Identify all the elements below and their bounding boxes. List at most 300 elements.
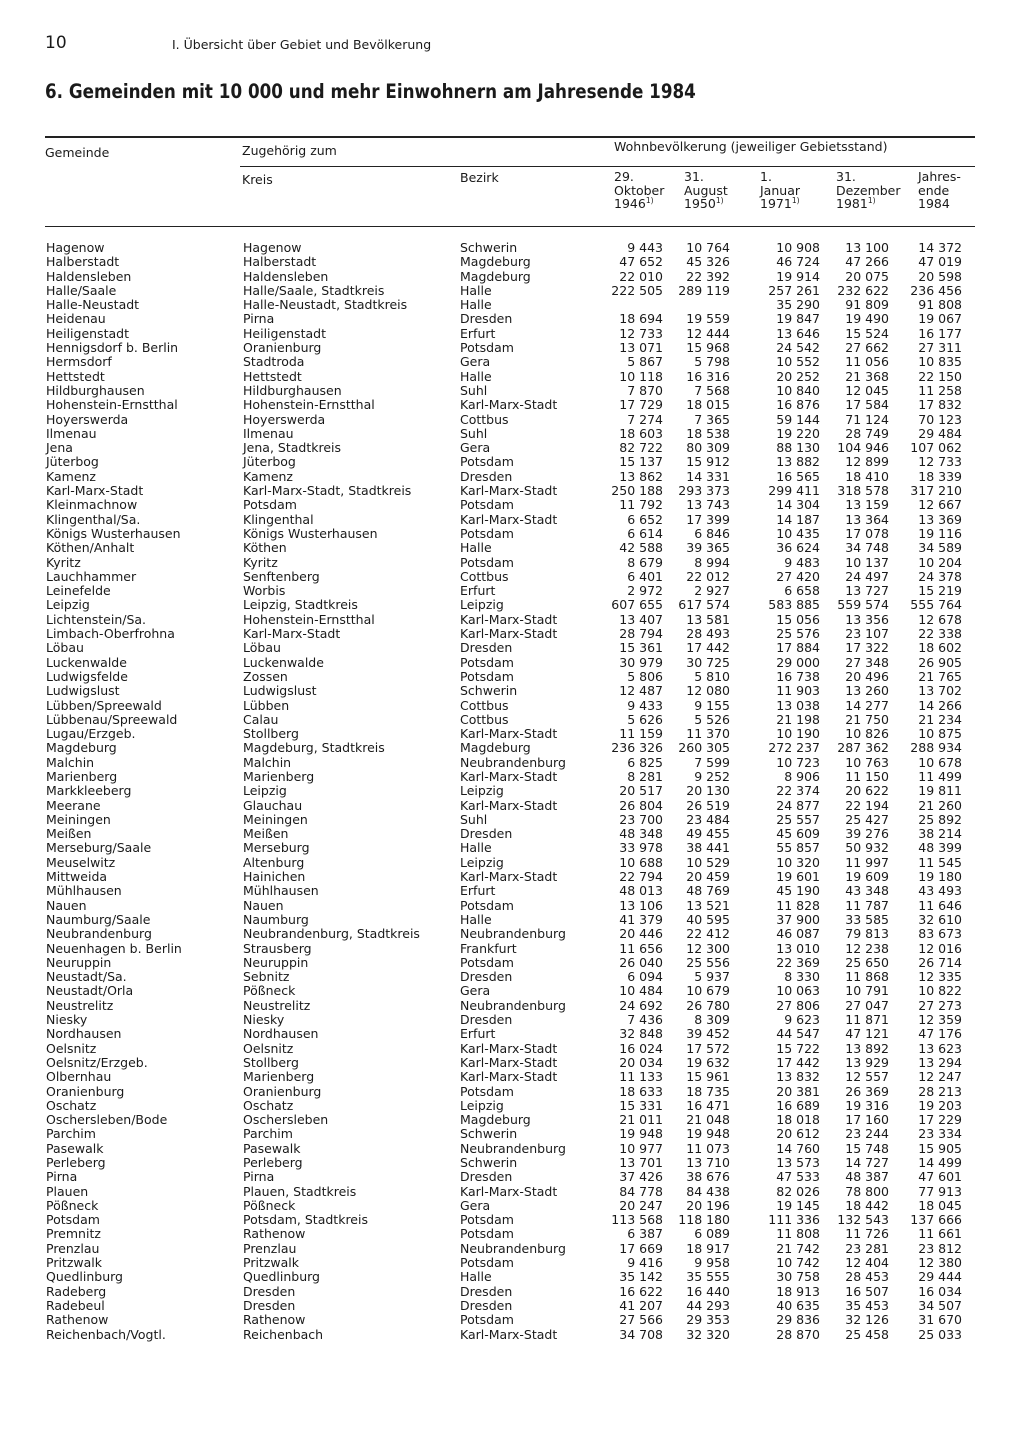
cell-1981: 27 047 xyxy=(845,997,889,1013)
cell-1984: 47 176 xyxy=(918,1026,962,1042)
cell-1950: 13 743 xyxy=(686,497,730,513)
cell-bezirk: Magdeburg xyxy=(460,254,531,270)
cell-bezirk: Leipzig xyxy=(460,597,504,613)
cell-1946: 8 281 xyxy=(627,768,663,784)
cell-1950: 44 293 xyxy=(686,1297,730,1313)
cell-bezirk: Cottbus xyxy=(460,697,509,713)
table-row xyxy=(0,813,1024,827)
cell-1946: 6 825 xyxy=(627,754,663,770)
cell-1984: 19 180 xyxy=(918,869,962,885)
table-row xyxy=(0,984,1024,998)
cell-1946: 33 978 xyxy=(619,840,663,856)
cell-bezirk: Potsdam xyxy=(460,954,514,970)
table-row xyxy=(0,1313,1024,1327)
cell-kreis: Strausberg xyxy=(243,940,312,956)
table-row xyxy=(0,513,1024,527)
cell-1981: 22 194 xyxy=(845,797,889,813)
cell-1984: 83 673 xyxy=(918,926,962,942)
rule-head-bottom xyxy=(45,226,975,227)
table-row xyxy=(0,384,1024,398)
table-row xyxy=(0,727,1024,741)
cell-1946: 26 040 xyxy=(619,954,663,970)
cell-1984: 29 484 xyxy=(918,425,962,441)
cell-1984: 25 892 xyxy=(918,811,962,827)
cell-1971: 9 623 xyxy=(784,1012,820,1028)
cell-1981: 20 075 xyxy=(845,268,889,284)
cell-gemeinde: Kleinmachnow xyxy=(46,497,138,513)
cell-1946: 84 778 xyxy=(619,1183,663,1199)
cell-1950: 20 459 xyxy=(686,869,730,885)
cell-gemeinde: Oelsnitz xyxy=(46,1040,97,1056)
cell-bezirk: Karl-Marx-Stadt xyxy=(460,1183,558,1199)
cell-1971: 25 557 xyxy=(776,811,820,827)
table-row xyxy=(0,741,1024,755)
table-row xyxy=(0,841,1024,855)
cell-bezirk: Schwerin xyxy=(460,240,518,255)
cell-1984: 17 832 xyxy=(918,397,962,413)
cell-bezirk: Dresden xyxy=(460,468,513,484)
cell-1981: 11 056 xyxy=(845,354,889,370)
cell-bezirk: Schwerin xyxy=(460,1155,518,1170)
cell-kreis: Perleberg xyxy=(243,1155,303,1170)
table-row xyxy=(0,756,1024,770)
cell-kreis: Mühlhausen xyxy=(243,883,319,899)
cell-1946: 9 443 xyxy=(627,240,663,255)
cell-1971: 14 304 xyxy=(776,497,820,513)
cell-1981: 132 543 xyxy=(837,1212,889,1228)
cell-1981: 17 160 xyxy=(845,1112,889,1128)
cell-1946: 47 652 xyxy=(619,254,663,270)
cell-1984: 12 678 xyxy=(918,611,962,627)
cell-gemeinde: Oranienburg xyxy=(46,1083,125,1099)
cell-gemeinde: Prenzlau xyxy=(46,1240,100,1256)
table-row xyxy=(0,341,1024,355)
cell-1946: 26 804 xyxy=(619,797,663,813)
cell-1984: 11 499 xyxy=(918,768,962,784)
cell-gemeinde: Neustadt/Orla xyxy=(46,983,134,999)
cell-bezirk: Potsdam xyxy=(460,554,514,570)
cell-1946: 20 446 xyxy=(619,926,663,942)
table-row xyxy=(0,1285,1024,1299)
cell-gemeinde: Plauen xyxy=(46,1183,89,1199)
cell-1981: 10 826 xyxy=(845,726,889,742)
cell-1981: 12 238 xyxy=(845,940,889,956)
cell-bezirk: Karl-Marx-Stadt xyxy=(460,726,558,742)
cell-1981: 32 126 xyxy=(845,1312,889,1328)
cell-1981: 25 650 xyxy=(845,954,889,970)
cell-gemeinde: Neustadt/Sa. xyxy=(46,969,127,985)
cell-1950: 19 632 xyxy=(686,1054,730,1070)
cell-1984: 29 444 xyxy=(918,1269,962,1285)
cell-kreis: Oranienburg xyxy=(243,1083,322,1099)
cell-1984: 91 808 xyxy=(918,297,962,313)
cell-kreis: Parchim xyxy=(243,1126,293,1142)
cell-bezirk: Neubrandenburg xyxy=(460,1240,566,1256)
table-row xyxy=(0,312,1024,326)
cell-1971: 82 026 xyxy=(776,1183,820,1199)
cell-1946: 15 361 xyxy=(619,640,663,656)
cell-1950: 17 442 xyxy=(686,640,730,656)
table-row xyxy=(0,1056,1024,1070)
cell-gemeinde: Radebeul xyxy=(46,1297,105,1313)
cell-1981: 17 078 xyxy=(845,525,889,541)
cell-1971: 16 738 xyxy=(776,668,820,684)
table-row xyxy=(0,970,1024,984)
cell-bezirk: Erfurt xyxy=(460,883,496,899)
cell-1984: 25 033 xyxy=(918,1326,962,1342)
cell-1950: 32 320 xyxy=(686,1326,730,1342)
cell-1950: 14 331 xyxy=(686,468,730,484)
cell-1950: 38 441 xyxy=(686,840,730,856)
cell-kreis: Marienberg xyxy=(243,1069,315,1085)
cell-1984: 11 258 xyxy=(918,382,962,398)
cell-1971: 257 261 xyxy=(768,282,820,298)
cell-gemeinde: Lauchhammer xyxy=(46,568,137,584)
cell-1946: 10 484 xyxy=(619,983,663,999)
cell-bezirk: Magdeburg xyxy=(460,740,531,756)
cell-kreis: Halle-Neustadt, Stadtkreis xyxy=(243,297,408,313)
cell-1981: 13 929 xyxy=(845,1054,889,1070)
cell-gemeinde: Olbernhau xyxy=(46,1069,112,1085)
cell-1984: 13 294 xyxy=(918,1054,962,1070)
cell-1950: 11 370 xyxy=(686,726,730,742)
cell-kreis: Köthen xyxy=(243,540,287,556)
cell-gemeinde: Leinefelde xyxy=(46,583,111,599)
cell-bezirk: Erfurt xyxy=(460,1026,496,1042)
header-bezirk: Bezirk xyxy=(460,170,499,185)
cell-1981: 13 260 xyxy=(845,683,889,699)
table-row xyxy=(0,1142,1024,1156)
cell-1984: 19 811 xyxy=(918,783,962,799)
cell-1981: 18 410 xyxy=(845,468,889,484)
cell-gemeinde: Marienberg xyxy=(46,768,118,784)
cell-bezirk: Dresden xyxy=(460,1297,513,1313)
cell-1984: 18 045 xyxy=(918,1197,962,1213)
cell-gemeinde: Leipzig xyxy=(46,597,90,613)
cell-1984: 47 601 xyxy=(918,1169,962,1185)
cell-1946: 236 326 xyxy=(611,740,663,756)
cell-1984: 13 702 xyxy=(918,683,962,699)
cell-1981: 104 946 xyxy=(837,440,889,456)
cell-kreis: Hettstedt xyxy=(243,368,302,384)
cell-gemeinde: Lübbenau/Spreewald xyxy=(46,711,178,727)
cell-1984: 31 670 xyxy=(918,1312,962,1328)
cell-1950: 289 119 xyxy=(678,282,730,298)
cell-1971: 20 252 xyxy=(776,368,820,384)
table-row xyxy=(0,270,1024,284)
cell-1971: 13 646 xyxy=(776,325,820,341)
cell-1946: 9 433 xyxy=(627,697,663,713)
cell-kreis: Ludwigslust xyxy=(243,683,317,699)
cell-1946: 13 701 xyxy=(619,1155,663,1170)
table-row xyxy=(0,1185,1024,1199)
table-row xyxy=(0,856,1024,870)
cell-gemeinde: Hagenow xyxy=(46,240,105,255)
table-row xyxy=(0,427,1024,441)
cell-1946: 35 142 xyxy=(619,1269,663,1285)
cell-kreis: Hainichen xyxy=(243,869,306,885)
cell-1946: 17 669 xyxy=(619,1240,663,1256)
cell-gemeinde: Merseburg/Saale xyxy=(46,840,152,856)
cell-1981: 43 348 xyxy=(845,883,889,899)
cell-kreis: Naumburg xyxy=(243,911,309,927)
cell-bezirk: Karl-Marx-Stadt xyxy=(460,611,558,627)
table-row xyxy=(0,870,1024,884)
cell-1971: 36 624 xyxy=(776,540,820,556)
cell-1971: 14 187 xyxy=(776,511,820,527)
cell-1971: 13 882 xyxy=(776,454,820,470)
cell-kreis: Oelsnitz xyxy=(243,1040,294,1056)
cell-gemeinde: Jena xyxy=(46,440,73,456)
cell-1984: 18 602 xyxy=(918,640,962,656)
cell-bezirk: Potsdam xyxy=(460,654,514,670)
cell-1981: 71 124 xyxy=(845,411,889,427)
cell-1971: 88 130 xyxy=(776,440,820,456)
cell-1981: 13 100 xyxy=(845,240,889,255)
cell-1984: 16 177 xyxy=(918,325,962,341)
cell-1946: 18 694 xyxy=(619,311,663,327)
cell-kreis: Karl-Marx-Stadt, Stadtkreis xyxy=(243,483,412,499)
cell-gemeinde: Quedlinburg xyxy=(46,1269,123,1285)
cell-1950: 5 810 xyxy=(694,668,730,684)
cell-1946: 27 566 xyxy=(619,1312,663,1328)
cell-1981: 13 159 xyxy=(845,497,889,513)
cell-gemeinde: Reichenbach/Vogtl. xyxy=(46,1326,166,1342)
cell-1981: 28 453 xyxy=(845,1269,889,1285)
cell-1971: 29 836 xyxy=(776,1312,820,1328)
cell-1981: 47 266 xyxy=(845,254,889,270)
cell-1946: 10 977 xyxy=(619,1140,663,1156)
cell-bezirk: Potsdam xyxy=(460,497,514,513)
cell-1981: 19 609 xyxy=(845,869,889,885)
cell-1950: 17 399 xyxy=(686,511,730,527)
cell-kreis: Leipzig xyxy=(243,783,287,799)
cell-1946: 19 948 xyxy=(619,1126,663,1142)
cell-bezirk: Gera xyxy=(460,1197,491,1213)
cell-bezirk: Dresden xyxy=(460,1169,513,1185)
cell-1971: 15 722 xyxy=(776,1040,820,1056)
cell-gemeinde: Meerane xyxy=(46,797,101,813)
cell-kreis: Neubrandenburg, Stadtkreis xyxy=(243,926,420,942)
cell-1946: 12 487 xyxy=(619,683,663,699)
table-row xyxy=(0,1199,1024,1213)
cell-1946: 8 679 xyxy=(627,554,663,570)
cell-bezirk: Neubrandenburg xyxy=(460,1140,566,1156)
cell-kreis: Prenzlau xyxy=(243,1240,297,1256)
cell-1950: 13 710 xyxy=(686,1155,730,1170)
table-row xyxy=(0,527,1024,541)
cell-1981: 17 322 xyxy=(845,640,889,656)
cell-1946: 22 794 xyxy=(619,869,663,885)
cell-1971: 25 576 xyxy=(776,626,820,642)
cell-kreis: Neustrelitz xyxy=(243,997,311,1013)
cell-1946: 28 794 xyxy=(619,626,663,642)
cell-bezirk: Dresden xyxy=(460,311,513,327)
cell-1950: 40 595 xyxy=(686,911,730,927)
cell-kreis: Altenburg xyxy=(243,854,305,870)
cell-bezirk: Neubrandenburg xyxy=(460,926,566,942)
cell-1981: 14 277 xyxy=(845,697,889,713)
cell-1971: 16 565 xyxy=(776,468,820,484)
cell-1984: 48 399 xyxy=(918,840,962,856)
cell-1971: 46 724 xyxy=(776,254,820,270)
header-zugehoerig: Zugehörig zum xyxy=(242,143,337,158)
cell-1950: 22 412 xyxy=(686,926,730,942)
cell-bezirk: Halle xyxy=(460,840,492,856)
cell-1950: 9 958 xyxy=(694,1255,730,1271)
cell-1981: 19 490 xyxy=(845,311,889,327)
cell-1971: 55 857 xyxy=(776,840,820,856)
cell-1984: 12 380 xyxy=(918,1255,962,1271)
cell-1981: 33 585 xyxy=(845,911,889,927)
table-row xyxy=(0,1242,1024,1256)
table-title: 6. Gemeinden mit 10 000 und mehr Einwohnern am Jahresende 1984 xyxy=(45,80,696,103)
cell-1946: 113 568 xyxy=(611,1212,663,1228)
cell-gemeinde: Naumburg/Saale xyxy=(46,911,151,927)
cell-1950: 48 769 xyxy=(686,883,730,899)
cell-kreis: Neuruppin xyxy=(243,954,309,970)
cell-kreis: Luckenwalde xyxy=(243,654,324,670)
cell-1946: 16 024 xyxy=(619,1040,663,1056)
cell-1950: 25 556 xyxy=(686,954,730,970)
cell-1984: 317 210 xyxy=(910,483,962,499)
cell-1950: 45 326 xyxy=(686,254,730,270)
cell-bezirk: Potsdam xyxy=(460,1255,514,1271)
table-row xyxy=(0,627,1024,641)
cell-gemeinde: Lichtenstein/Sa. xyxy=(46,611,147,627)
cell-1971: 40 635 xyxy=(776,1297,820,1313)
cell-1946: 11 159 xyxy=(619,726,663,742)
cell-1946: 30 979 xyxy=(619,654,663,670)
cell-kreis: Reichenbach xyxy=(243,1326,324,1342)
table-row xyxy=(0,1328,1024,1342)
cell-gemeinde: Oschatz xyxy=(46,1097,97,1113)
cell-1971: 19 145 xyxy=(776,1197,820,1213)
cell-kreis: Hildburghausen xyxy=(243,382,342,398)
cell-1971: 45 609 xyxy=(776,826,820,842)
cell-kreis: Malchin xyxy=(243,754,292,770)
cell-1971: 27 420 xyxy=(776,568,820,584)
cell-1946: 2 972 xyxy=(627,583,663,599)
cell-gemeinde: Malchin xyxy=(46,754,95,770)
cell-1971: 10 190 xyxy=(776,726,820,742)
cell-1971: 8 906 xyxy=(784,768,820,784)
cell-gemeinde: Lugau/Erzgeb. xyxy=(46,726,136,742)
cell-1971: 10 320 xyxy=(776,854,820,870)
table-row xyxy=(0,770,1024,784)
cell-bezirk: Schwerin xyxy=(460,1126,518,1142)
cell-bezirk: Karl-Marx-Stadt xyxy=(460,1054,558,1070)
cell-1971: 10 723 xyxy=(776,754,820,770)
cell-1984: 38 214 xyxy=(918,826,962,842)
cell-1946: 21 011 xyxy=(619,1112,663,1128)
cell-1946: 7 274 xyxy=(627,411,663,427)
cell-gemeinde: Halberstadt xyxy=(46,254,120,270)
rule-sub-zugehoerig xyxy=(240,166,975,167)
cell-gemeinde: Rathenow xyxy=(46,1312,109,1328)
table-row xyxy=(0,355,1024,369)
table-row xyxy=(0,884,1024,898)
cell-gemeinde: Jüterbog xyxy=(46,454,99,470)
cell-kreis: Pößneck xyxy=(243,1197,296,1213)
cell-1984: 21 260 xyxy=(918,797,962,813)
cell-kreis: Rathenow xyxy=(243,1312,306,1328)
table-row xyxy=(0,498,1024,512)
cell-1984: 21 234 xyxy=(918,711,962,727)
cell-gemeinde: Nordhausen xyxy=(46,1026,122,1042)
cell-gemeinde: Meiningen xyxy=(46,811,111,827)
cell-1981: 25 458 xyxy=(845,1326,889,1342)
cell-bezirk: Erfurt xyxy=(460,325,496,341)
cell-1946: 17 729 xyxy=(619,397,663,413)
cell-gemeinde: Hohenstein-Ernstthal xyxy=(46,397,178,413)
cell-1950: 5 937 xyxy=(694,969,730,985)
table-row xyxy=(0,370,1024,384)
cell-1981: 35 453 xyxy=(845,1297,889,1313)
cell-kreis: Nauen xyxy=(243,897,284,913)
cell-1950: 39 365 xyxy=(686,540,730,556)
cell-1950: 7 365 xyxy=(694,411,730,427)
cell-1971: 18 018 xyxy=(776,1112,820,1128)
table-row xyxy=(0,1299,1024,1313)
cell-gemeinde: Niesky xyxy=(46,1012,88,1028)
cell-1971: 19 914 xyxy=(776,268,820,284)
cell-1984: 22 150 xyxy=(918,368,962,384)
cell-1946: 37 426 xyxy=(619,1169,663,1185)
cell-kreis: Glauchau xyxy=(243,797,303,813)
cell-1981: 11 997 xyxy=(845,854,889,870)
table-row xyxy=(0,1127,1024,1141)
cell-1971: 21 742 xyxy=(776,1240,820,1256)
cell-gemeinde: Pritzwalk xyxy=(46,1255,102,1271)
cell-gemeinde: Oschersleben/Bode xyxy=(46,1112,168,1128)
cell-gemeinde: Radeberg xyxy=(46,1283,107,1299)
cell-1971: 19 601 xyxy=(776,869,820,885)
cell-bezirk: Halle xyxy=(460,911,492,927)
table-row xyxy=(0,1099,1024,1113)
cell-1984: 23 334 xyxy=(918,1126,962,1142)
cell-1946: 11 656 xyxy=(619,940,663,956)
cell-1981: 27 348 xyxy=(845,654,889,670)
cell-1950: 13 581 xyxy=(686,611,730,627)
cell-kreis: Niesky xyxy=(243,1012,285,1028)
cell-1984: 20 598 xyxy=(918,268,962,284)
cell-1984: 28 213 xyxy=(918,1083,962,1099)
cell-gemeinde: Löbau xyxy=(46,640,84,656)
cell-1950: 26 780 xyxy=(686,997,730,1013)
cell-1971: 19 220 xyxy=(776,425,820,441)
cell-1946: 222 505 xyxy=(611,282,663,298)
table-row xyxy=(0,613,1024,627)
cell-1971: 27 806 xyxy=(776,997,820,1013)
cell-1946: 11 133 xyxy=(619,1069,663,1085)
table-row xyxy=(0,441,1024,455)
cell-1971: 17 884 xyxy=(776,640,820,656)
cell-kreis: Löbau xyxy=(243,640,281,656)
cell-kreis: Ilmenau xyxy=(243,425,294,441)
cell-1950: 9 155 xyxy=(694,697,730,713)
cell-gemeinde: Kyritz xyxy=(46,554,81,570)
cell-1946: 7 870 xyxy=(627,382,663,398)
cell-1981: 21 368 xyxy=(845,368,889,384)
cell-gemeinde: Karl-Marx-Stadt xyxy=(46,483,144,499)
cell-1984: 19 116 xyxy=(918,525,962,541)
cell-1984: 10 822 xyxy=(918,983,962,999)
cell-gemeinde: Neuenhagen b. Berlin xyxy=(46,940,182,956)
cell-1984: 10 835 xyxy=(918,354,962,370)
cell-bezirk: Dresden xyxy=(460,1012,513,1028)
cell-kreis: Meiningen xyxy=(243,811,308,827)
